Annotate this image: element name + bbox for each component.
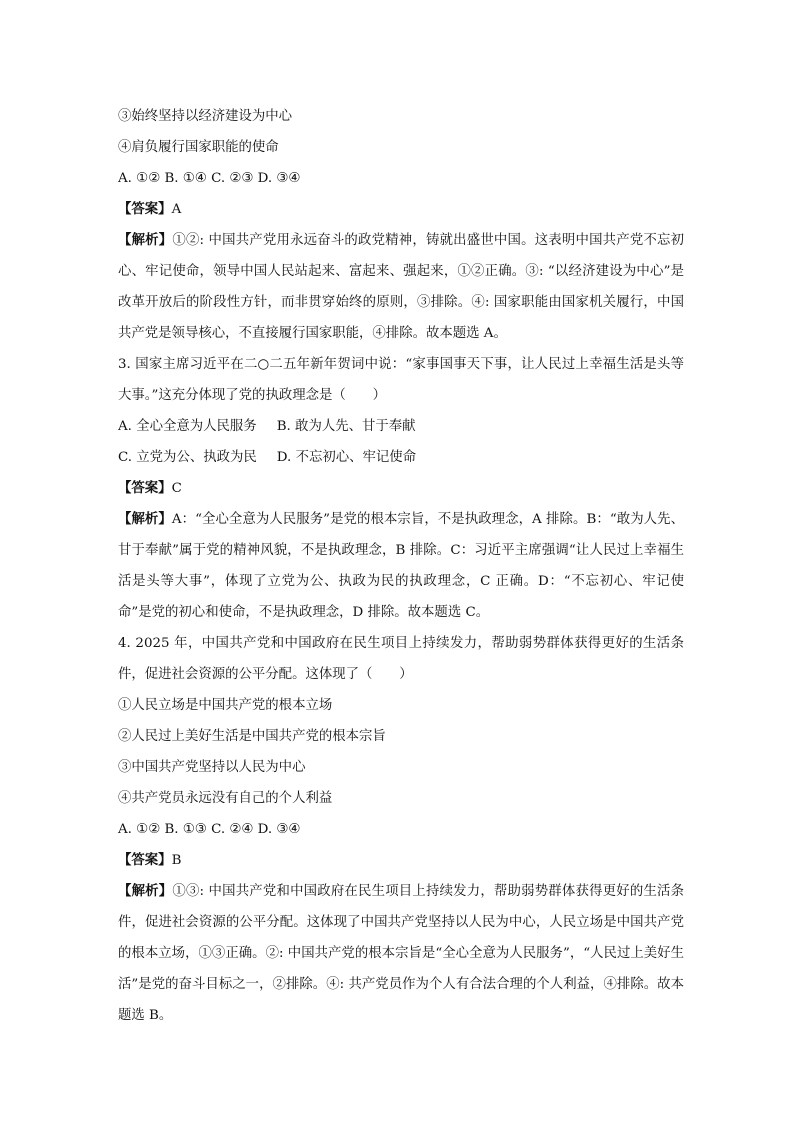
q3-choice-d: D. 不忘初心、牢记使命 [276, 450, 417, 465]
q3-choices-row-2 [118, 442, 684, 473]
q4-option-3: ③中国共产党坚持以人民为中心 [118, 760, 306, 775]
q2-analysis-label: 【解析】 [118, 232, 173, 248]
q3-stem: 3. 国家主席习近平在二○二五年新年贺词中说：“家事国事天下事，让人民过上幸福生活是头等大事。”这充分体现了党的执政理念是（ ） [118, 357, 684, 403]
q4-stem: 4. 2025 年，中国共产党和中国政府在民生项目上持续发力，帮助弱势群体获得更好的生活条件，促进社会资源的公平分配。这体现了（ ） [118, 636, 684, 682]
q4-analysis [118, 876, 684, 1031]
q3-choice-b: B. 敢为人先、甘于奉献 [276, 419, 416, 434]
q4-option-1: ①人民立场是中国共产党的根本立场 [118, 698, 333, 713]
q4-option-4: ④共产党员永远没有自己的个人利益 [118, 791, 333, 806]
q3-answer-label: 【答案】 [118, 480, 172, 496]
q2-analysis-text: ①②: 中国共产党用永远奋斗的政党精神，铸就出盛世中国。这表明中国共产党不忘初心、牢记使命，领导中国人民站起来、富起来、强起来，①②正确。③: “以经济建设为中心”是改革开放后的阶段性方针，而非贯穿始终的原则，③排除。④: 国家职能由国家机关履行，中国共产党是领导核心，不直接履行国家职能，④排除。故本题选 A。 [118, 233, 685, 341]
q3-answer-value: C [171, 481, 182, 496]
q4-answer-value: B [171, 853, 182, 868]
q2-option-4: ④肩负履行国家职能的使命 [118, 140, 279, 155]
q4-option-2: ②人民过上美好生活是中国共产党的根本宗旨 [118, 729, 386, 744]
q2-choices: A. ①② B. ①④ C. ②③ D. ③④ [118, 171, 301, 186]
q3-answer [118, 473, 684, 504]
q3-choice-c: C. 立党为公、执政为民 [118, 450, 257, 465]
q3-analysis-label: 【解析】 [118, 511, 172, 527]
q4-analysis-label: 【解析】 [118, 883, 173, 899]
q2-answer-value: A [171, 202, 182, 217]
q3-analysis [118, 504, 684, 628]
q4-answer-label: 【答案】 [118, 852, 172, 868]
q2-analysis [118, 225, 684, 349]
document-content [118, 101, 684, 1031]
q2-option-3: ③始终坚持以经济建设为中心 [118, 109, 293, 124]
q3-choice-a: A. 全心全意为人民服务 [118, 419, 257, 434]
q4-choices: A. ①② B. ①③ C. ②④ D. ③④ [118, 822, 301, 837]
q3-analysis-text: A：“全心全意为人民服务”是党的根本宗旨，不是执政理念，A 排除。B：“敢为人先、甘于奉献”属于党的精神风貌，不是执政理念，B 排除。C：习近平主席强调“让人民过上幸福生活是头等大事”，体现了立党为公、执政为民的执政理念，C 正确。D：“不忘初心、牢记使命”是党的初心和使命，不是执政理念，D 排除。故本题选 C。 [118, 512, 684, 620]
q2-answer-label: 【答案】 [118, 201, 172, 217]
q3-choices-row-1 [118, 411, 684, 442]
q4-analysis-text: ①③: 中国共产党和中国政府在民生项目上持续发力，帮助弱势群体获得更好的生活条件，促进社会资源的公平分配。这体现了中国共产党坚持以人民为中心，人民立场是中国共产党的根本立场，①③正确。②: 中国共产党的根本宗旨是“全心全意为人民服务”，“人民过上美好生活”是党的奋斗目标之一，②排除。④: 共产党员作为个人有合法合理的个人利益，④排除。故本题选 B。 [118, 884, 685, 1023]
q4-answer [118, 845, 684, 876]
q2-answer [118, 194, 684, 225]
